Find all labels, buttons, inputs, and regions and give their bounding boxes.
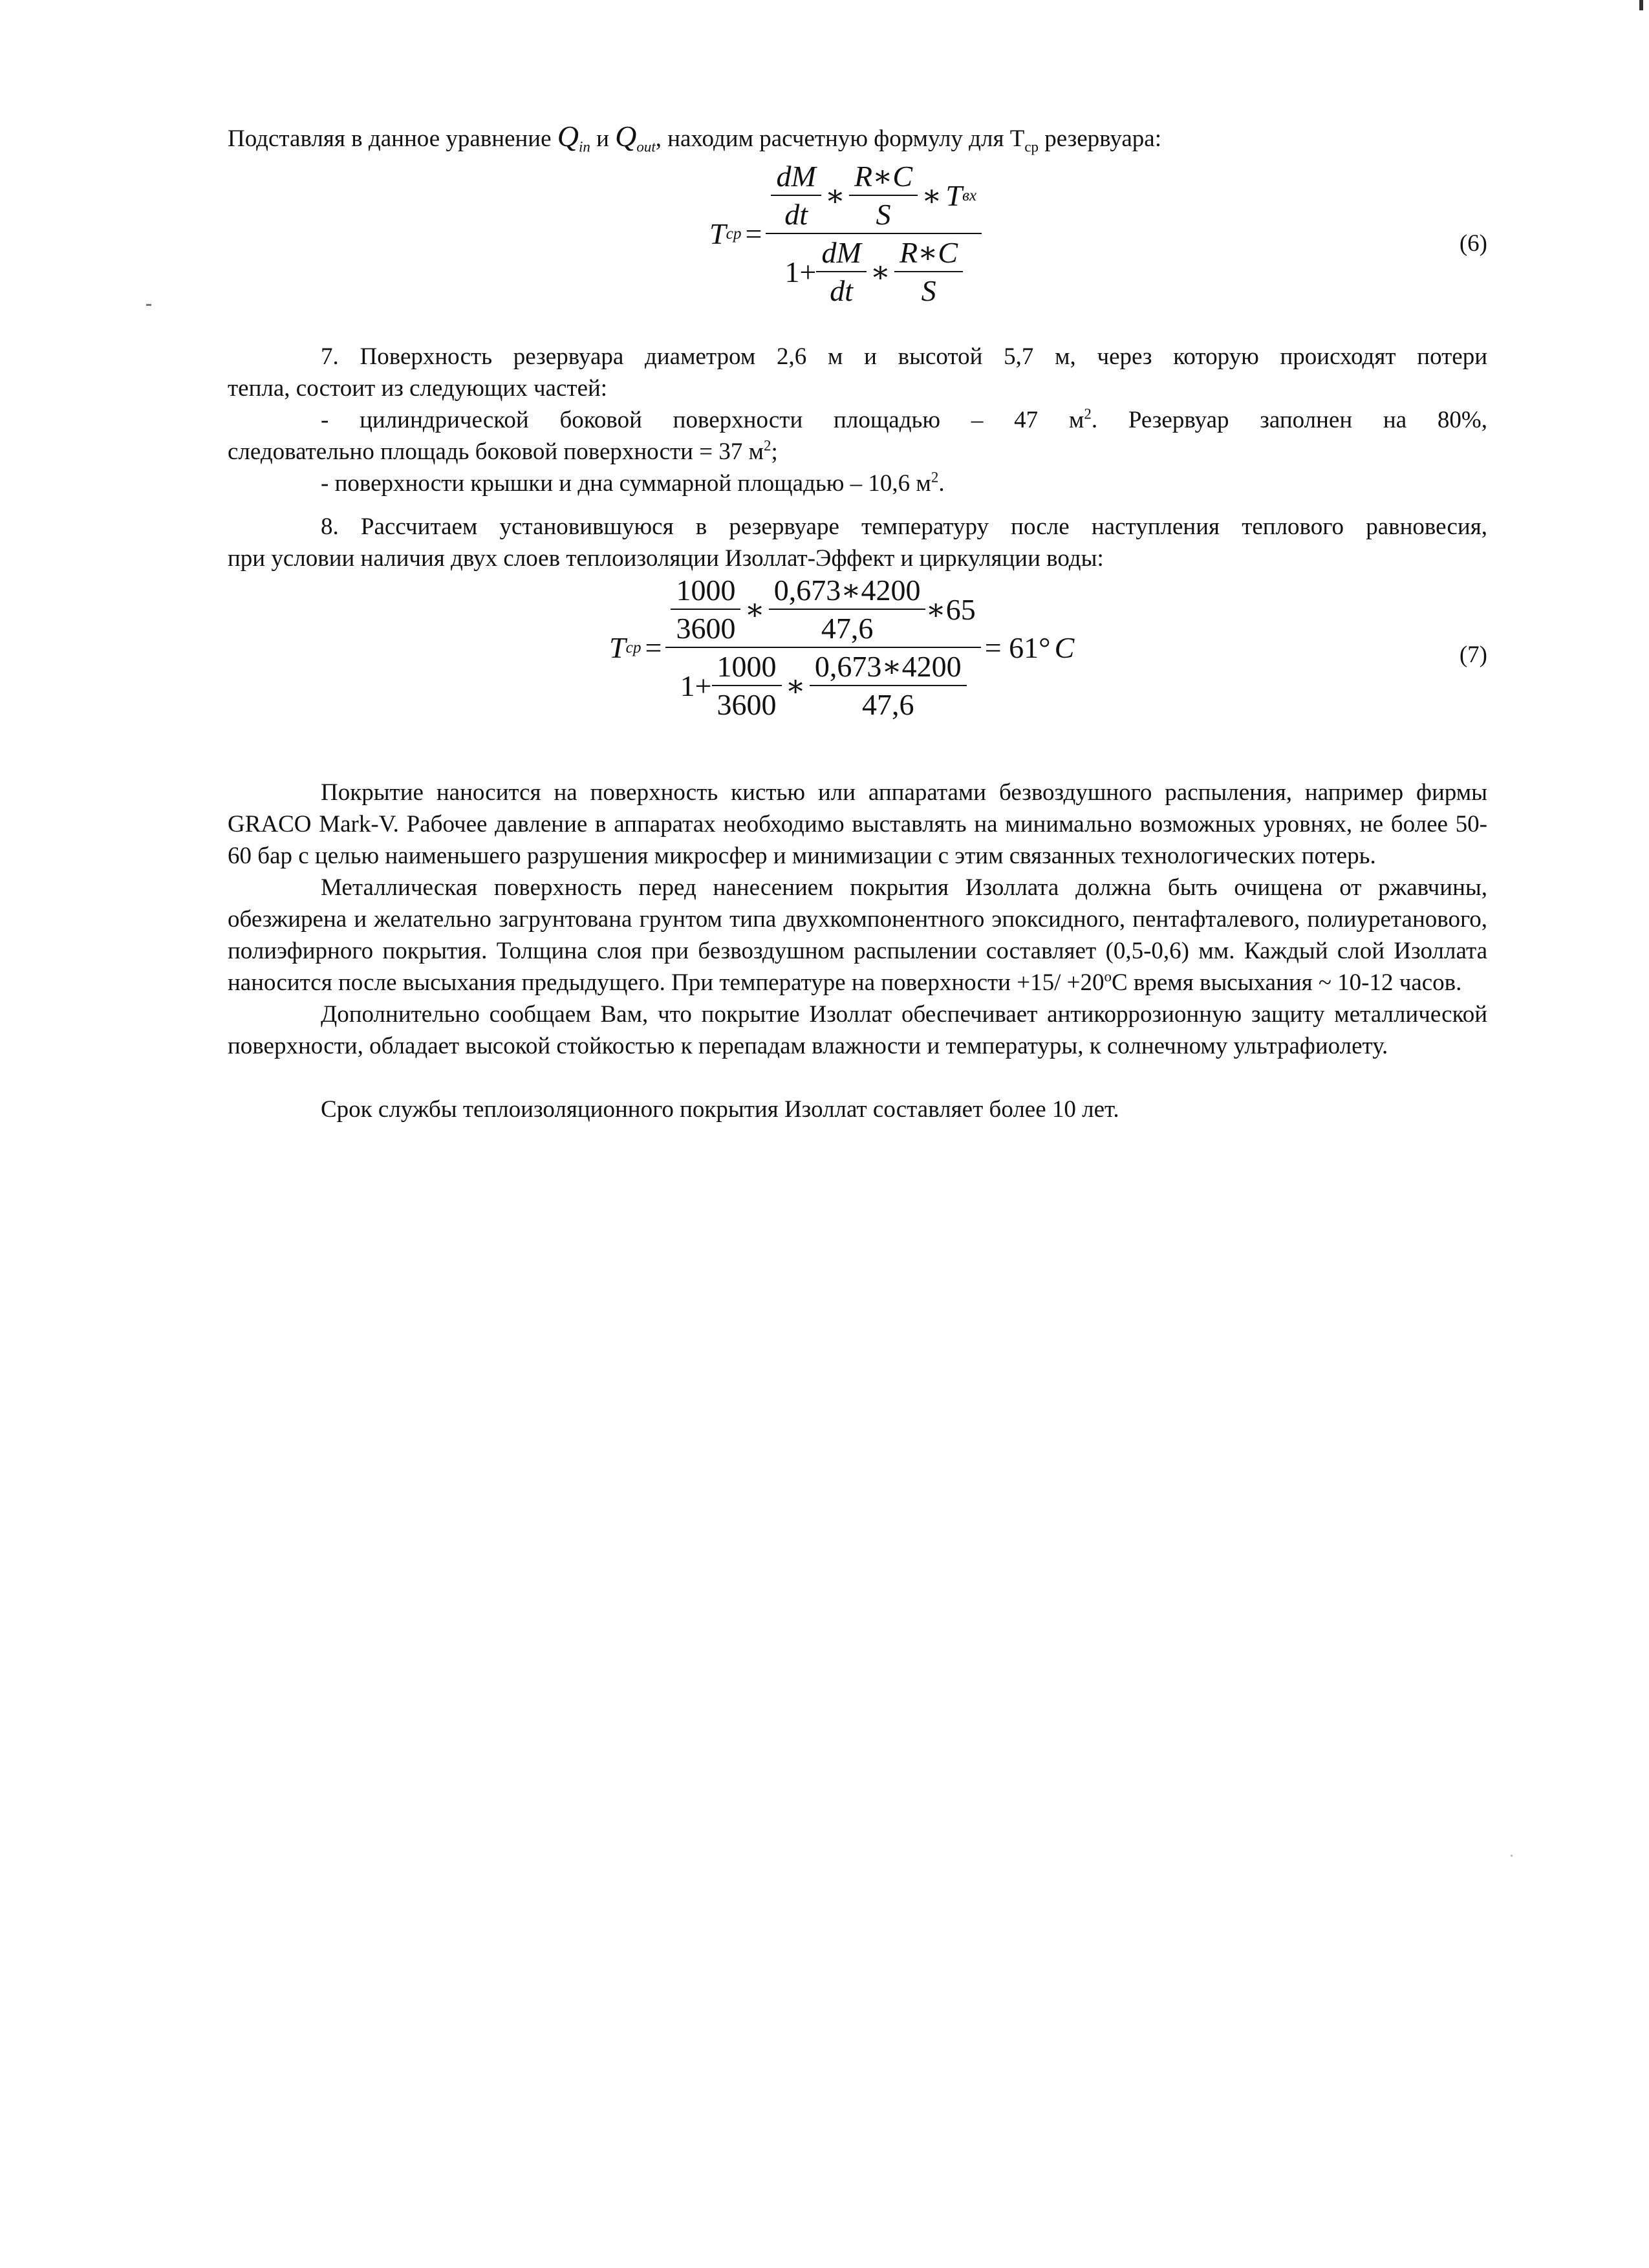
f6-Tvx: T [945, 178, 962, 212]
f6-one-plus: 1+ [784, 255, 817, 288]
intro-and: и [590, 125, 616, 152]
f6-dt: dt [784, 198, 808, 231]
paragraph-protection: Дополнительно сообщаем Вам, что покрытие Изоллат обеспечивает антикоррозионную защиту металлической поверхности, обладает высокой стойкостью к перепадам влажности и температуры, к солнечному ультрафиолету. [228, 1001, 1487, 1059]
item-7-bullet-1: - цилиндрической боковой поверхности площадью – 47 $м^2$. Резервуар заполнен на 80%, [321, 405, 1487, 433]
item-8-line-2: при условии наличия двух слоев теплоизоляции Изоллат-Эффект и циркуляции воды: [228, 545, 1104, 572]
f6-T: T [709, 217, 726, 250]
f7-product-2: 0,673∗4200 [810, 651, 967, 686]
f7-3600: 3600 [676, 612, 736, 645]
f6-RC-2: R∗C [894, 237, 963, 272]
f6-star-3: ∗ [870, 255, 891, 288]
f6-equals: = [745, 217, 762, 250]
intro-line [228, 120, 1487, 155]
f7-star-2: ∗ [785, 669, 806, 702]
scan-speck [1511, 1855, 1513, 1857]
f6-dt-2: dt [830, 274, 853, 307]
f7-3600-2: 3600 [717, 688, 777, 721]
f6-dM-2: dM [816, 237, 866, 272]
q-out-subscript: out [636, 138, 656, 155]
f7-main-fraction [665, 574, 980, 720]
item-7-line-2: тепла, состоит из следующих частей: [228, 375, 608, 402]
paragraph-surface-prep: Металлическая поверхность перед нанесением покрытия Изоллата должна быть очищена от ржавчины, обезжирена и желательно загрунтована грунтом типа двухкомпонентного эпоксидного, пентафталевого, полиуретанового, полиэфирного покрытия. Толщина слоя при безвоздушном распылении составляет (0,5-0,6) мм. Каждый слой Изоллата наносится после высыхания предыдущего. При температуре на поверхности $+15/ +20^оС$ время высыхания ~ 10-12 часов. [228, 874, 1487, 996]
f7-47-6-2: 47,6 [861, 688, 914, 721]
f6-S: S [876, 198, 891, 231]
intro-tail: резервуара: [1038, 125, 1161, 152]
formula-7-number: (7) [1459, 642, 1487, 668]
paragraph-service-life: Срок службы теплоизоляционного покрытия Изоллат составляет более 10 лет. [321, 1096, 1119, 1123]
formula-7: T ср = $\frac{1000}{3600}$ ∗ $\frac{0,673∗4200}{47,6}$ ∗65 1+ $\frac{1000}{3600}$ ∗ $\frac{0,673∗4200}{47,6}$ = 61° C (7) [609, 574, 1487, 721]
f7-result: = 61° [984, 631, 1051, 664]
item-8 [228, 511, 1487, 574]
f6-RC: R∗C [849, 160, 918, 196]
formula-6-number: (6) [1459, 230, 1487, 257]
paragraph-coating: Покрытие наносится на поверхность кистью или аппаратами безвоздушного распыления, например фирмы GRACO Mark-V. Рабочее давление в аппаратах необходимо выставлять на минимально возможных уровнях, не более 50-60 бар с целью наименьшего разрушения микросфер и минимизации с этим связанных технологических потерь. [228, 779, 1487, 869]
f6-dM: dM [771, 160, 821, 196]
f6-star: ∗ [824, 178, 846, 212]
body-paragraphs [228, 777, 1487, 1125]
f6-main-fraction: $\frac{dM}{dt}$ ∗ $\frac{R∗C}{S}$ ∗ T вх 1+ $\frac{dM}{dt}$ ∗ $\frac{R∗C}{S}$ [766, 160, 982, 307]
item-7-line-1: 7. Поверхность резервуара диаметром 2,6 м и высотой 5,7 м, через которую происходят потери [321, 343, 1487, 370]
q-in-subscript: in [579, 138, 590, 155]
f7-one-plus: 1+ [680, 669, 712, 702]
formula-6: T ср = $\frac{dM}{dt}$ ∗ $\frac{R∗C}{S}$ ∗ T вх 1+ $\frac{dM}{dt}$ ∗ $\frac{R∗C}{S}$ (6) [709, 160, 1487, 307]
f7-1000-2: 1000 [712, 651, 782, 686]
f7-result-unit: C [1054, 631, 1075, 664]
q-out-symbol: Q [615, 120, 637, 153]
f7-product: 0,673∗4200 [769, 574, 926, 610]
item-7 [228, 341, 1487, 499]
item-8-line-1: 8. Рассчитаем установившуюся в резервуаре температуру после наступления теплового равновесия, [321, 513, 1487, 540]
t-subscript: ср [1024, 138, 1039, 155]
f7-star: ∗ [744, 592, 765, 626]
f7-47-6: 47,6 [821, 612, 874, 645]
f7-equals: = [645, 631, 662, 664]
q-in-symbol: Q [557, 120, 579, 153]
item-7-bullet-1-cont: следовательно площадь боковой поверхности = 37 $м^2$; [228, 437, 778, 465]
intro-after: , находим расчетную формулу для Т [655, 125, 1025, 152]
f7-T: T [609, 631, 626, 664]
f7-1000: 1000 [671, 574, 740, 610]
scan-mark [1639, 0, 1643, 10]
f6-S-2: S [921, 274, 936, 307]
item-7-bullet-2: - поверхности крышки и дна суммарной площадью – 10,6 $м^2$. [321, 469, 945, 497]
intro-text: Подставляя в данное уравнение [228, 125, 557, 152]
scan-speck [146, 304, 151, 306]
f7-times-65: ∗65 [925, 592, 976, 626]
f6-star-2: ∗ [921, 178, 942, 212]
